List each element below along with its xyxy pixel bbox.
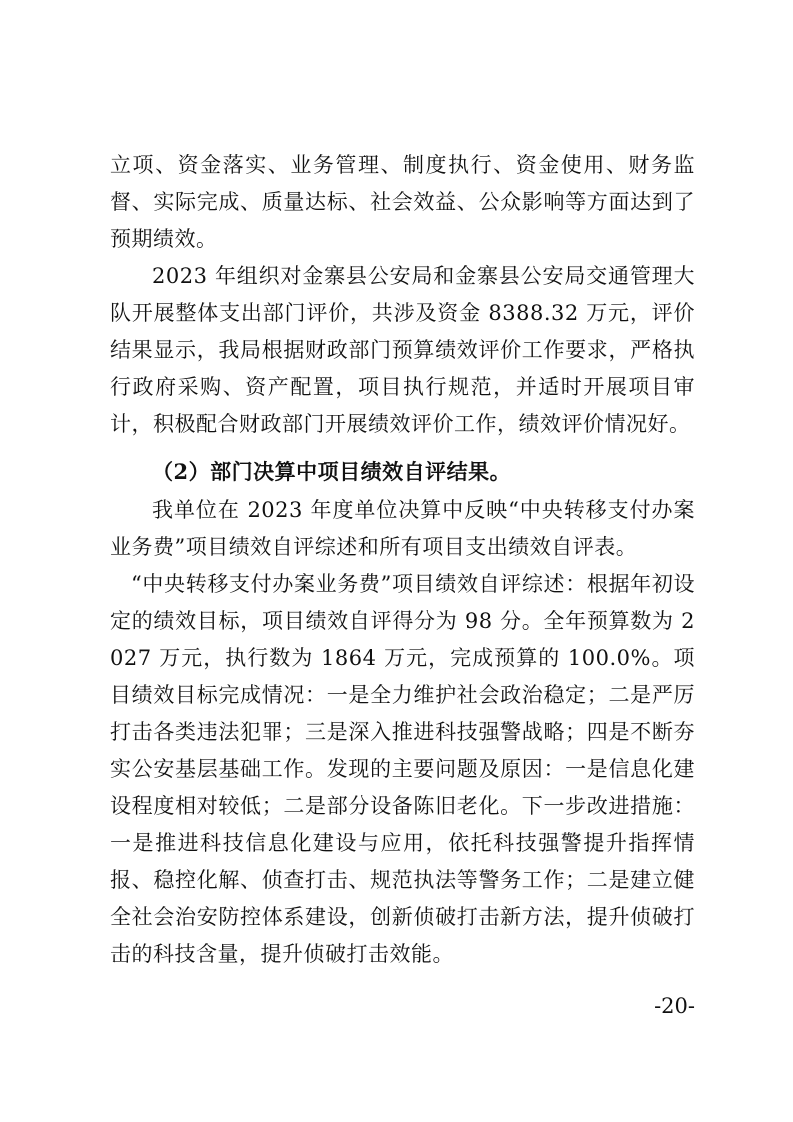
paragraph-project-report: 我单位在 2023 年度单位决算中反映“中央转移支付办案业务费”项目绩效自评综述和所有项目支出绩效自评表。	[110, 498, 695, 559]
page-number: -20-	[654, 994, 695, 1018]
paragraph-continuation: 立项、资金落实、业务管理、制度执行、资金使用、财务监督、实际完成、质量达标、社会效益、公众影响等方面达到了预期绩效。	[110, 153, 695, 251]
document-body	[110, 147, 695, 973]
section-heading: （2）部门决算中项目绩效自评结果。	[152, 459, 512, 484]
paragraph-department-evaluation: 2023 年组织对金寨县公安局和金寨县公安局交通管理大队开展整体支出部门评价，共涉及资金 8388.32 万元，评价结果显示，我局根据财政部门预算绩效评价工作要求，严格执行政府采购、资产配置，项目执行规范，并适时开展项目审计，积极配合财政部门开展绩效评价工作，绩效评价情况好。	[110, 264, 695, 436]
paragraph-project-summary: “中央转移支付办案业务费”项目绩效自评综述：根据年初设定的绩效目标，项目绩效自评得分为 98 分。全年预算数为 2027 万元，执行数为 1864 万元，完成预算的 100.0%。项目绩效目标完成情况：一是全力维护社会政治稳定；二是严厉打击各类违法犯罪；三是深入推进科技强警战略；四是不断夯实公安基层基础工作。发现的主要问题及原因：一是信息化建设程度相对较低；二是部分设备陈旧老化。下一步改进措施：一是推进科技信息化建设与应用，依托科技强警提升指挥情报、稳控化解、侦查打击、规范执法等警务工作；二是建立健全社会治安防控体系建设，创新侦破打击新方法，提升侦破打击的科技含量，提升侦破打击效能。	[110, 572, 695, 966]
